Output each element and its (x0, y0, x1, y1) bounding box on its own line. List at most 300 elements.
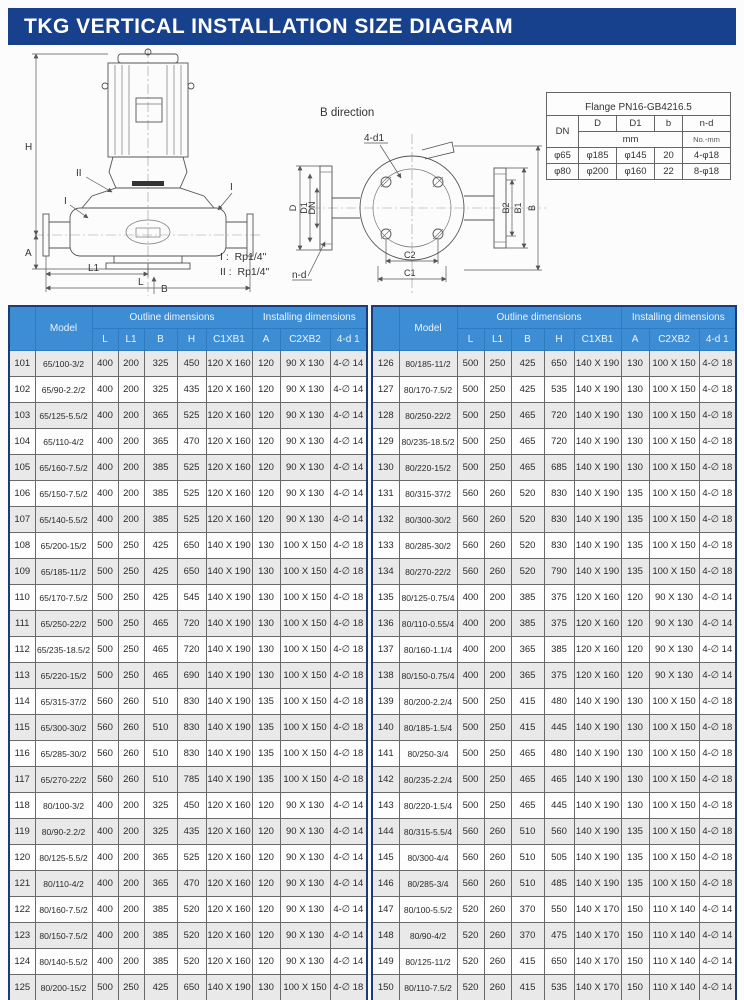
l1-cell: 250 (484, 715, 511, 741)
l-cell: 500 (457, 429, 484, 455)
4d1-cell: 4-∅ 18 (699, 819, 736, 845)
c1xb1-cell: 140 X 190 (206, 767, 252, 793)
c2xb2-cell: 90 X 130 (649, 663, 699, 689)
b-cell: 465 (511, 767, 544, 793)
h-cell: 375 (544, 585, 574, 611)
table-row (372, 845, 736, 871)
4d1-cell: 4-∅ 14 (330, 793, 367, 819)
flange-col-nd: n-d (683, 116, 731, 132)
l-cell: 400 (92, 507, 118, 533)
b-cell: 365 (144, 871, 177, 897)
dim-label-l1: L1 (88, 263, 100, 274)
l-cell: 560 (92, 715, 118, 741)
l1-cell: 200 (118, 455, 144, 481)
model-cell: 80/235-2.2/4 (399, 767, 457, 793)
row-number-cell: 148 (372, 923, 399, 949)
b-cell: 510 (511, 845, 544, 871)
h-cell: 450 (177, 351, 206, 377)
a-cell: 135 (621, 871, 649, 897)
l-cell: 500 (92, 637, 118, 663)
model-cell: 65/200-15/2 (35, 533, 92, 559)
model-cell: 65/125-5.5/2 (35, 403, 92, 429)
model-cell: 80/185-11/2 (399, 351, 457, 377)
col-h: H (544, 329, 574, 351)
l-cell: 400 (92, 403, 118, 429)
c1xb1-cell: 140 X 190 (574, 507, 621, 533)
b-cell: 425 (144, 533, 177, 559)
model-cell: 80/315-5.5/4 (399, 819, 457, 845)
l1-cell: 200 (484, 611, 511, 637)
h-cell: 445 (544, 793, 574, 819)
h-cell: 785 (177, 767, 206, 793)
c1xb1-cell: 120 X 160 (574, 637, 621, 663)
4d1-cell: 4-∅ 14 (330, 845, 367, 871)
a-cell: 130 (621, 403, 649, 429)
row-number-cell: 126 (372, 351, 399, 377)
c2xb2-cell: 90 X 130 (280, 507, 330, 533)
b-cell: 465 (511, 793, 544, 819)
l1-cell: 260 (118, 767, 144, 793)
row-number-cell: 109 (9, 559, 35, 585)
4d1-cell: 4-∅ 18 (699, 715, 736, 741)
c1xb1-cell: 140 X 190 (206, 611, 252, 637)
table-row (9, 897, 367, 923)
model-cell: 80/160-1.1/4 (399, 637, 457, 663)
model-cell: 80/250-22/2 (399, 403, 457, 429)
table-row (372, 689, 736, 715)
c2xb2-cell: 100 X 150 (649, 715, 699, 741)
flange-row (547, 148, 731, 164)
h-cell: 450 (177, 793, 206, 819)
l1-cell: 250 (484, 767, 511, 793)
c2xb2-cell: 90 X 130 (280, 403, 330, 429)
model-cell: 80/150-7.5/2 (35, 923, 92, 949)
l-cell: 500 (92, 533, 118, 559)
row-number-cell: 136 (372, 611, 399, 637)
c1xb1-cell: 140 X 190 (574, 403, 621, 429)
b-cell: 425 (144, 975, 177, 1000)
l1-cell: 250 (484, 377, 511, 403)
model-cell: 65/140-5.5/2 (35, 507, 92, 533)
row-number-cell: 142 (372, 767, 399, 793)
h-cell: 470 (177, 871, 206, 897)
4d1-cell: 4-∅ 14 (330, 429, 367, 455)
h-cell: 535 (544, 975, 574, 1000)
4d1-cell: 4-∅ 14 (699, 923, 736, 949)
c2xb2-cell: 100 X 150 (280, 715, 330, 741)
l-cell: 520 (457, 897, 484, 923)
table-row (372, 377, 736, 403)
b-cell: 415 (511, 715, 544, 741)
b-cell: 465 (144, 611, 177, 637)
c1xb1-cell: 140 X 190 (574, 715, 621, 741)
row-number-cell: 141 (372, 741, 399, 767)
col-c1xb1: C1XB1 (206, 329, 252, 351)
outline-dimensions-header: Outline dimensions (92, 306, 252, 329)
b-cell: 385 (144, 481, 177, 507)
a-cell: 150 (621, 897, 649, 923)
page-title: TKG VERTICAL INSTALLATION SIZE DIAGRAM (24, 14, 514, 38)
a-cell: 130 (252, 533, 280, 559)
l-cell: 500 (457, 715, 484, 741)
l1-cell: 200 (118, 845, 144, 871)
l-cell: 400 (457, 663, 484, 689)
table-row (9, 793, 367, 819)
c1xb1-cell: 120 X 160 (206, 819, 252, 845)
h-cell: 560 (544, 819, 574, 845)
l1-cell: 250 (484, 793, 511, 819)
4d1-cell: 4-∅ 18 (699, 767, 736, 793)
h-cell: 830 (177, 741, 206, 767)
port-notes (220, 250, 269, 280)
4d1-cell: 4-∅ 18 (699, 403, 736, 429)
table-row (372, 403, 736, 429)
row-number-cell: 111 (9, 611, 35, 637)
a-cell: 135 (252, 715, 280, 741)
model-cell: 80/110-7.5/2 (399, 975, 457, 1000)
l-cell: 400 (92, 793, 118, 819)
model-cell: 65/100-3/2 (35, 351, 92, 377)
b-cell: 365 (144, 845, 177, 871)
l-cell: 400 (92, 845, 118, 871)
a-cell: 150 (621, 949, 649, 975)
dim-label-dn: DN (307, 201, 317, 215)
b-cell: 415 (511, 949, 544, 975)
c1xb1-cell: 140 X 190 (206, 975, 252, 1000)
l1-cell: 200 (118, 377, 144, 403)
c1xb1-cell: 140 X 190 (574, 793, 621, 819)
l1-cell: 250 (484, 455, 511, 481)
c1xb1-cell: 120 X 160 (574, 611, 621, 637)
model-cell: 80/100-5.5/2 (399, 897, 457, 923)
l-cell: 520 (457, 975, 484, 1000)
l-cell: 500 (457, 689, 484, 715)
l1-cell: 250 (118, 585, 144, 611)
table-row (9, 351, 367, 377)
l-cell: 400 (92, 455, 118, 481)
h-cell: 720 (544, 403, 574, 429)
4d1-cell: 4-∅ 14 (330, 819, 367, 845)
4d1-cell: 4-∅ 14 (699, 663, 736, 689)
model-cell: 80/200-2.2/4 (399, 689, 457, 715)
row-number-cell: 128 (372, 403, 399, 429)
a-cell: 130 (252, 585, 280, 611)
table-row (372, 819, 736, 845)
l1-cell: 250 (118, 559, 144, 585)
h-cell: 525 (177, 455, 206, 481)
l1-cell: 250 (484, 689, 511, 715)
model-cell: 80/315-37/2 (399, 481, 457, 507)
col-c2xb2: C2XB2 (649, 329, 699, 351)
model-cell: 80/170-7.5/2 (399, 377, 457, 403)
model-cell: 65/285-30/2 (35, 741, 92, 767)
l-cell: 400 (92, 377, 118, 403)
port-note-2: II : Rp1/4" (220, 266, 270, 278)
a-cell: 120 (621, 663, 649, 689)
row-number-cell: 150 (372, 975, 399, 1000)
dim-label-b2: B2 (501, 202, 511, 214)
model-header: Model (399, 306, 457, 351)
b-cell: 520 (511, 507, 544, 533)
table-row (372, 455, 736, 481)
l1-cell: 260 (484, 507, 511, 533)
model-cell: 80/285-3/4 (399, 871, 457, 897)
b-cell: 385 (144, 507, 177, 533)
l1-cell: 260 (484, 923, 511, 949)
c1xb1-cell: 140 X 170 (574, 975, 621, 1000)
h-cell: 485 (544, 871, 574, 897)
outline-dimensions-header: Outline dimensions (457, 306, 621, 329)
flange-d-value: φ185 (579, 148, 617, 164)
c1xb1-cell: 140 X 190 (206, 559, 252, 585)
table-row (372, 429, 736, 455)
b-cell: 385 (144, 923, 177, 949)
dim-label-a: A (25, 248, 32, 259)
c2xb2-cell: 100 X 150 (649, 403, 699, 429)
flange-d1-value: φ145 (617, 148, 655, 164)
b-cell: 325 (144, 351, 177, 377)
table-row (372, 559, 736, 585)
l1-cell: 260 (118, 689, 144, 715)
l-cell: 400 (92, 897, 118, 923)
l-cell: 500 (92, 585, 118, 611)
4d1-cell: 4-∅ 14 (699, 897, 736, 923)
h-cell: 650 (177, 975, 206, 1000)
row-number-cell: 123 (9, 923, 35, 949)
c2xb2-cell: 110 X 140 (649, 923, 699, 949)
c2xb2-cell: 100 X 150 (649, 767, 699, 793)
table-row (9, 663, 367, 689)
a-cell: 135 (621, 481, 649, 507)
callout-i-left: I (64, 196, 67, 207)
l1-cell: 250 (484, 351, 511, 377)
c1xb1-cell: 140 X 190 (574, 767, 621, 793)
flange-col-b: b (655, 116, 683, 132)
4d1-cell: 4-∅ 18 (699, 507, 736, 533)
installing-dimensions-header: Installing dimensions (621, 306, 736, 329)
l1-cell: 250 (484, 741, 511, 767)
4d1-cell: 4-∅ 14 (330, 897, 367, 923)
row-number-cell: 129 (372, 429, 399, 455)
c1xb1-cell: 140 X 190 (574, 819, 621, 845)
model-cell: 80/220-15/2 (399, 455, 457, 481)
table-row (372, 715, 736, 741)
l-cell: 400 (92, 923, 118, 949)
row-number-cell: 101 (9, 351, 35, 377)
table-row (372, 949, 736, 975)
l1-cell: 200 (118, 481, 144, 507)
l-cell: 560 (457, 533, 484, 559)
l-cell: 400 (457, 611, 484, 637)
c1xb1-cell: 140 X 190 (574, 845, 621, 871)
h-cell: 465 (544, 767, 574, 793)
4d1-cell: 4-∅ 18 (699, 845, 736, 871)
row-number-cell: 135 (372, 585, 399, 611)
h-cell: 480 (544, 741, 574, 767)
l-cell: 520 (457, 949, 484, 975)
l1-cell: 200 (118, 507, 144, 533)
row-number-cell: 107 (9, 507, 35, 533)
c1xb1-cell: 140 X 190 (574, 871, 621, 897)
h-cell: 535 (544, 377, 574, 403)
a-cell: 120 (252, 507, 280, 533)
model-cell: 65/220-15/2 (35, 663, 92, 689)
l-cell: 400 (92, 949, 118, 975)
model-cell: 80/300-30/2 (399, 507, 457, 533)
c1xb1-cell: 120 X 160 (574, 585, 621, 611)
l1-cell: 250 (484, 403, 511, 429)
table-row (9, 455, 367, 481)
4d1-cell: 4-∅ 14 (330, 949, 367, 975)
l-cell: 400 (92, 351, 118, 377)
l1-cell: 200 (118, 793, 144, 819)
table-row (372, 481, 736, 507)
4d1-cell: 4-∅ 18 (330, 975, 367, 1000)
row-number-cell: 145 (372, 845, 399, 871)
l1-cell: 260 (484, 481, 511, 507)
table-row (9, 845, 367, 871)
c2xb2-cell: 100 X 150 (649, 507, 699, 533)
c2xb2-cell: 90 X 130 (649, 611, 699, 637)
c2xb2-cell: 100 X 150 (280, 663, 330, 689)
model-cell: 80/200-15/2 (35, 975, 92, 1000)
a-cell: 120 (252, 481, 280, 507)
c1xb1-cell: 140 X 190 (574, 351, 621, 377)
c1xb1-cell: 140 X 190 (206, 663, 252, 689)
h-cell: 375 (544, 663, 574, 689)
a-cell: 135 (252, 689, 280, 715)
row-number-cell: 138 (372, 663, 399, 689)
row-number-cell: 149 (372, 949, 399, 975)
table-row (372, 871, 736, 897)
l1-cell: 200 (118, 923, 144, 949)
l1-cell: 260 (484, 845, 511, 871)
c2xb2-cell: 90 X 130 (280, 351, 330, 377)
installing-dimensions-header: Installing dimensions (252, 306, 367, 329)
table-row (372, 663, 736, 689)
c2xb2-cell: 100 X 150 (649, 845, 699, 871)
model-cell: 80/160-7.5/2 (35, 897, 92, 923)
row-number-cell: 119 (9, 819, 35, 845)
a-cell: 130 (621, 455, 649, 481)
b-cell: 385 (511, 611, 544, 637)
c2xb2-cell: 110 X 140 (649, 975, 699, 1000)
b-cell: 325 (144, 793, 177, 819)
a-cell: 120 (252, 455, 280, 481)
l-cell: 560 (92, 689, 118, 715)
dim-label-d1: D1 (299, 202, 309, 214)
h-cell: 720 (177, 637, 206, 663)
a-cell: 120 (252, 871, 280, 897)
l1-cell: 250 (118, 975, 144, 1000)
c1xb1-cell: 140 X 190 (574, 455, 621, 481)
a-cell: 130 (621, 351, 649, 377)
l-cell: 400 (92, 819, 118, 845)
c2xb2-cell: 90 X 130 (280, 377, 330, 403)
l-cell: 500 (457, 767, 484, 793)
4d1-cell: 4-∅ 18 (699, 559, 736, 585)
c1xb1-cell: 140 X 190 (206, 585, 252, 611)
l1-cell: 200 (118, 351, 144, 377)
4d1-cell: 4-∅ 18 (330, 559, 367, 585)
c1xb1-cell: 120 X 160 (574, 663, 621, 689)
row-number-cell: 127 (372, 377, 399, 403)
l-cell: 500 (457, 793, 484, 819)
b-cell: 425 (511, 351, 544, 377)
l-cell: 500 (457, 403, 484, 429)
c2xb2-cell: 90 X 130 (280, 455, 330, 481)
b-cell: 365 (144, 403, 177, 429)
l-cell: 400 (92, 429, 118, 455)
a-cell: 135 (621, 533, 649, 559)
l-cell: 500 (92, 559, 118, 585)
table-row (9, 611, 367, 637)
model-cell: 80/250-3/4 (399, 741, 457, 767)
b-direction-title: B direction (320, 107, 375, 119)
l1-cell: 260 (484, 533, 511, 559)
b-cell: 510 (144, 767, 177, 793)
h-cell: 830 (177, 715, 206, 741)
h-cell: 445 (544, 715, 574, 741)
h-cell: 650 (544, 351, 574, 377)
l1-cell: 200 (118, 871, 144, 897)
l1-cell: 250 (118, 637, 144, 663)
table-row (9, 533, 367, 559)
c1xb1-cell: 140 X 190 (574, 533, 621, 559)
c1xb1-cell: 140 X 190 (206, 741, 252, 767)
row-number-cell: 121 (9, 871, 35, 897)
4d1-cell: 4-∅ 18 (699, 871, 736, 897)
model-cell: 80/270-22/2 (399, 559, 457, 585)
b-cell: 510 (511, 819, 544, 845)
a-cell: 135 (621, 507, 649, 533)
row-number-cell: 146 (372, 871, 399, 897)
b-cell: 465 (511, 429, 544, 455)
col-l1: L1 (484, 329, 511, 351)
model-cell: 80/220-1.5/4 (399, 793, 457, 819)
c2xb2-cell: 100 X 150 (649, 793, 699, 819)
flange-b-value: 22 (655, 164, 683, 180)
table-row (372, 767, 736, 793)
h-cell: 435 (177, 377, 206, 403)
row-number-cell: 124 (9, 949, 35, 975)
row-number-cell: 113 (9, 663, 35, 689)
model-header: Model (35, 306, 92, 351)
l-cell: 560 (457, 559, 484, 585)
row-number-cell: 116 (9, 741, 35, 767)
table-row (9, 923, 367, 949)
c2xb2-cell: 90 X 130 (280, 897, 330, 923)
l-cell: 500 (92, 975, 118, 1000)
c1xb1-cell: 140 X 190 (206, 715, 252, 741)
a-cell: 130 (252, 559, 280, 585)
b-cell: 425 (144, 559, 177, 585)
h-cell: 525 (177, 481, 206, 507)
a-cell: 130 (621, 793, 649, 819)
c2xb2-cell: 100 X 150 (649, 429, 699, 455)
b-cell: 520 (511, 533, 544, 559)
h-cell: 525 (177, 403, 206, 429)
a-cell: 150 (621, 975, 649, 1000)
col-c2xb2: C2XB2 (280, 329, 330, 351)
flange-col-d: D (579, 116, 617, 132)
l1-cell: 200 (118, 897, 144, 923)
c1xb1-cell: 140 X 170 (574, 897, 621, 923)
flange-nd-value: 8-φ18 (683, 164, 731, 180)
table-row (9, 975, 367, 1000)
l1-cell: 250 (118, 611, 144, 637)
4d1-cell: 4-∅ 14 (330, 923, 367, 949)
